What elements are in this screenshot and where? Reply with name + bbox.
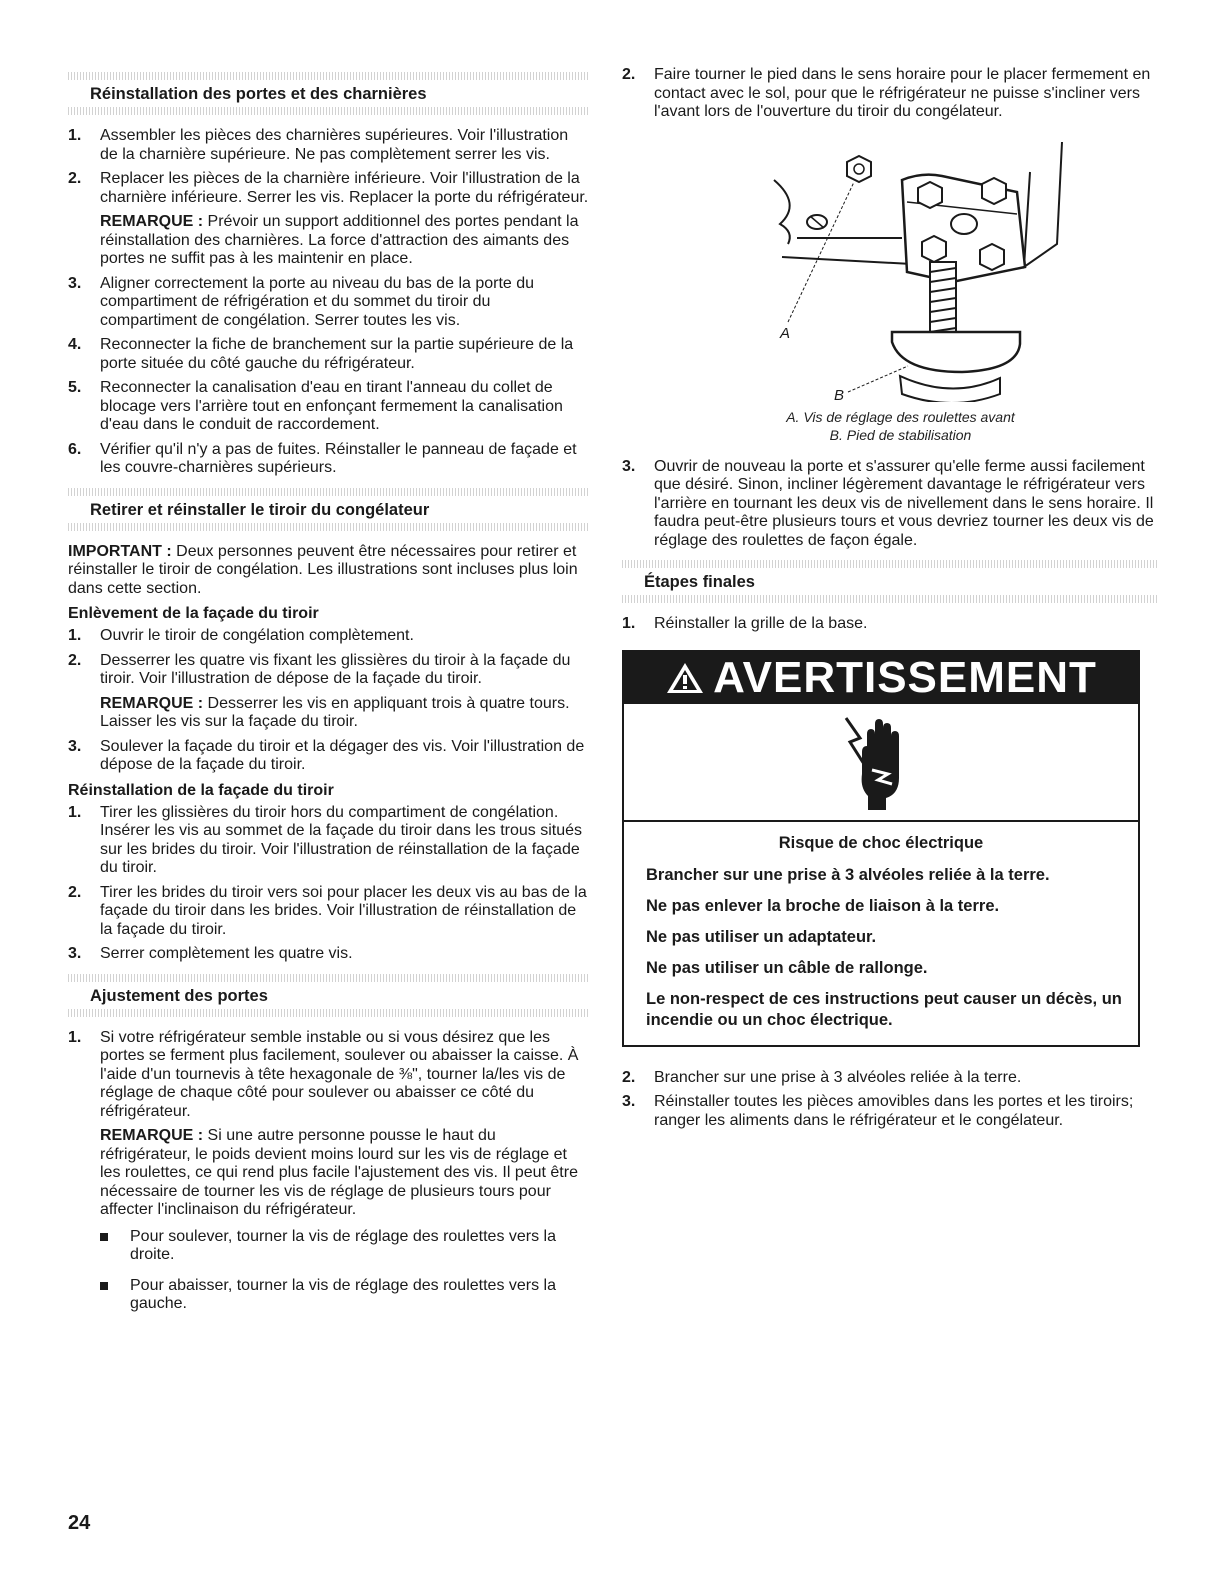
section-divider <box>68 974 590 982</box>
step: 1. Assembler les pièces des charnières supérieures. Voir l'illustration de la charnière supérieure. Ne pas complètement serrer les vis. <box>68 127 569 163</box>
warning-line: Brancher sur une prise à 3 alvéoles reliée à la terre. <box>646 865 1050 884</box>
step: 1. Tirer les glissières du tiroir hors du compartiment de congélation. Insérer les vis au sommet de la façade du tiroir dans les trous situés sur les brides du tiroir. Voir l'illustration de réinstallation de la façade du tiroir. <box>68 803 582 876</box>
final-steps <box>622 615 1159 634</box>
step: 3. Soulever la façade du tiroir et la dégager des vis. Voir l'illustration de dépose de la façade du tiroir. <box>68 737 585 773</box>
ajustement-steps <box>68 1029 590 1314</box>
step: 2. Tirer les brides du tiroir vers soi pour placer les deux vis au bas de la façade du tiroir dans les brides. Voir l'illustration de réinstallation de la façade du tiroir. <box>68 883 587 938</box>
reinstallation-steps <box>68 127 590 478</box>
warning-box <box>622 650 1140 1047</box>
figure-caption <box>642 408 1159 444</box>
stabilizing-foot-drawing <box>622 132 1159 402</box>
final-steps-cont <box>622 1069 1159 1131</box>
page-number: 24 <box>68 1512 91 1534</box>
warning-title: AVERTISSEMENT <box>713 652 1097 702</box>
left-column <box>68 62 590 1326</box>
figure-label-a: A <box>780 324 791 342</box>
note: REMARQUE : Desserrer les vis en appliquant trois à quatre tours. Laisser les vis sur la façade du tiroir. <box>100 694 570 730</box>
section-divider <box>622 560 1159 568</box>
subheading-enlevement: Enlèvement de la façade du tiroir <box>68 605 319 622</box>
warning-triangle-icon <box>665 661 705 695</box>
section-divider <box>68 1009 590 1017</box>
bullet-list <box>100 1228 590 1314</box>
step: 1. Réinstaller la grille de la base. <box>622 615 868 632</box>
step: 1. Si votre réfrigérateur semble instable ou si vous désirez que les portes se ferment plus facilement, soulever ou abaisser la caisse. À l'aide d'un tournevis à tête hexagonale de ⅜", tourner la/les vis de réglage de chaque côté pour soulever ou abaisser ce côté du réfrigérateur. REMARQUE : Si une autre personne pousse le haut du réfrigérateur, le poids devient moins lourd sur les vis de réglage et les roulettes, ce qui rend plus facile l'ajustement des vis. Il peut être nécessaire de tourner les vis de réglage de plusieurs tours pour affecter l'inclinaison du réfrigérateur. Pour soulever, tourner la vis de réglage des roulettes vers la droite. Pour abaisser, tourner la vis de réglage des roulettes vers la gauche. <box>68 1029 590 1314</box>
section-divider <box>68 523 590 531</box>
caption-b: B. Pied de stabilisation <box>829 426 972 443</box>
warning-line: Ne pas utiliser un adaptateur. <box>646 927 877 946</box>
step: 3. Ouvrir de nouveau la porte et s'assurer qu'elle ferme aussi facilement que désiré. Sinon, incliner légèrement davantage le réfrigérateur vers l'arrière en tournant les deux vis de nivellement dans le sens horaire. Il faudra peut-être plusieurs tours et vous devriez tourner les deux vis de réglage des roulettes de façon égale. <box>622 457 1154 549</box>
section-header-tiroir-congelateur <box>68 488 590 531</box>
step: 2. Faire tourner le pied dans le sens horaire pour le placer fermement en contact avec le sol, pour que le réfrigérateur ne puisse s'incliner vers l'avant lors de l'ouverture du tiroir du congélateur. <box>622 66 1151 120</box>
bullet-square-icon <box>100 1233 108 1241</box>
section-header-reinstallation-portes <box>68 72 590 115</box>
warning-consequence: Le non-respect de ces instructions peut causer un décès, un incendie ou un choc électrique. <box>646 989 1122 1029</box>
warning-line: Ne pas utiliser un câble de rallonge. <box>646 958 928 977</box>
section-divider <box>68 72 590 80</box>
warning-risk: Risque de choc électrique <box>778 833 984 852</box>
bullet-square-icon <box>100 1282 108 1290</box>
step: 2. Brancher sur une prise à 3 alvéoles reliée à la terre. <box>622 1068 1022 1086</box>
bullet-item: Pour abaisser, tourner la vis de réglage des roulettes vers la gauche. <box>100 1277 590 1314</box>
electric-shock-hand-icon <box>624 704 1138 822</box>
note: REMARQUE : Prévoir un support additionnel des portes pendant la réinstallation des charnières. La force d'attraction des aimants des portes ne suffit pas à les maintenir en place. <box>100 213 579 267</box>
section-title: Réinstallation des portes et des charnières <box>90 85 427 103</box>
section-divider <box>622 595 1159 603</box>
step: 1. Ouvrir le tiroir de congélation complètement. <box>68 627 414 644</box>
electric-shock-hand-graphic <box>842 712 912 812</box>
section-title: Retirer et réinstaller le tiroir du congélateur <box>90 500 430 519</box>
important-paragraph: IMPORTANT : Deux personnes peuvent être nécessaires pour retirer et réinstaller le tiroir de congélation. Les illustrations sont incluses plus loin dans cette section. <box>68 542 578 597</box>
subheading-reinstallation-facade: Réinstallation de la façade du tiroir <box>68 781 334 799</box>
warning-body <box>624 822 1138 1045</box>
caption-a: A. Vis de réglage des roulettes avant <box>786 408 1015 425</box>
section-header-etapes-finales <box>622 560 1159 603</box>
step: 2. Desserrer les quatre vis fixant les glissières du tiroir à la façade du tiroir. Voir l'illustration de dépose de la façade du tiroir. REMARQUE : Desserrer les vis en appliquant trois à quatre tours. Laisser les vis sur la façade du tiroir. <box>68 652 590 732</box>
stabilisation-steps <box>622 66 1159 122</box>
section-divider <box>68 488 590 496</box>
step: 5. Reconnecter la canalisation d'eau en tirant l'anneau du collet de blocage vers l'arrière tout en enfonçant fermement la canalisation d'eau dans le conduit de raccordement. <box>68 379 563 433</box>
stabilisation-steps-cont <box>622 458 1159 551</box>
warning-header <box>624 652 1138 704</box>
step: 3. Serrer complètement les quatre vis. <box>68 945 353 962</box>
step: 3. Réinstaller toutes les pièces amovibles dans les portes et les tiroirs; ranger les aliments dans le réfrigérateur et le congélateur. <box>622 1093 1134 1129</box>
reinstallation-facade-steps <box>68 804 590 964</box>
figure-label-b: B <box>834 386 845 402</box>
warning-line: Ne pas enlever la broche de liaison à la terre. <box>646 896 1000 915</box>
step: 2. Replacer les pièces de la charnière inférieure. Voir l'illustration de la charnière inférieure. Serrer les vis. Replacer la porte du réfrigérateur. REMARQUE : Prévoir un support additionnel des portes pendant la réinstallation des charnières. La force d'attraction des aimants des portes ne suffit pas à les maintenir en place. <box>68 170 589 267</box>
step: 6. Vérifier qu'il n'y a pas de fuites. Réinstaller le panneau de façade et les couvre-charnières supérieurs. <box>68 440 577 476</box>
enlevement-steps <box>68 627 590 775</box>
section-title: Étapes finales <box>644 573 755 591</box>
section-title: Ajustement des portes <box>90 986 268 1005</box>
section-divider <box>68 107 590 115</box>
bullet-item: Pour soulever, tourner la vis de réglage des roulettes vers la droite. <box>100 1228 590 1265</box>
right-column <box>622 66 1159 1136</box>
note: REMARQUE : Si une autre personne pousse le haut du réfrigérateur, le poids devient moins lourd sur les vis de réglage et les roulettes, ce qui rend plus facile l'ajustement des vis. Il peut être nécessaire de tourner les vis de réglage de plusieurs tours pour affecter l'inclinaison du réfrigérateur. <box>100 1127 578 1218</box>
stabilizing-foot-illustration <box>622 132 1159 402</box>
step: 4. Reconnecter la fiche de branchement sur la partie supérieure de la porte située du côté gauche du réfrigérateur. <box>68 336 574 372</box>
step: 3. Aligner correctement la porte au niveau du bas de la porte du compartiment de réfrigération et du sommet du tiroir du compartiment de congélation. Serrer toutes les vis. <box>68 274 535 329</box>
section-header-ajustement-portes <box>68 974 590 1017</box>
